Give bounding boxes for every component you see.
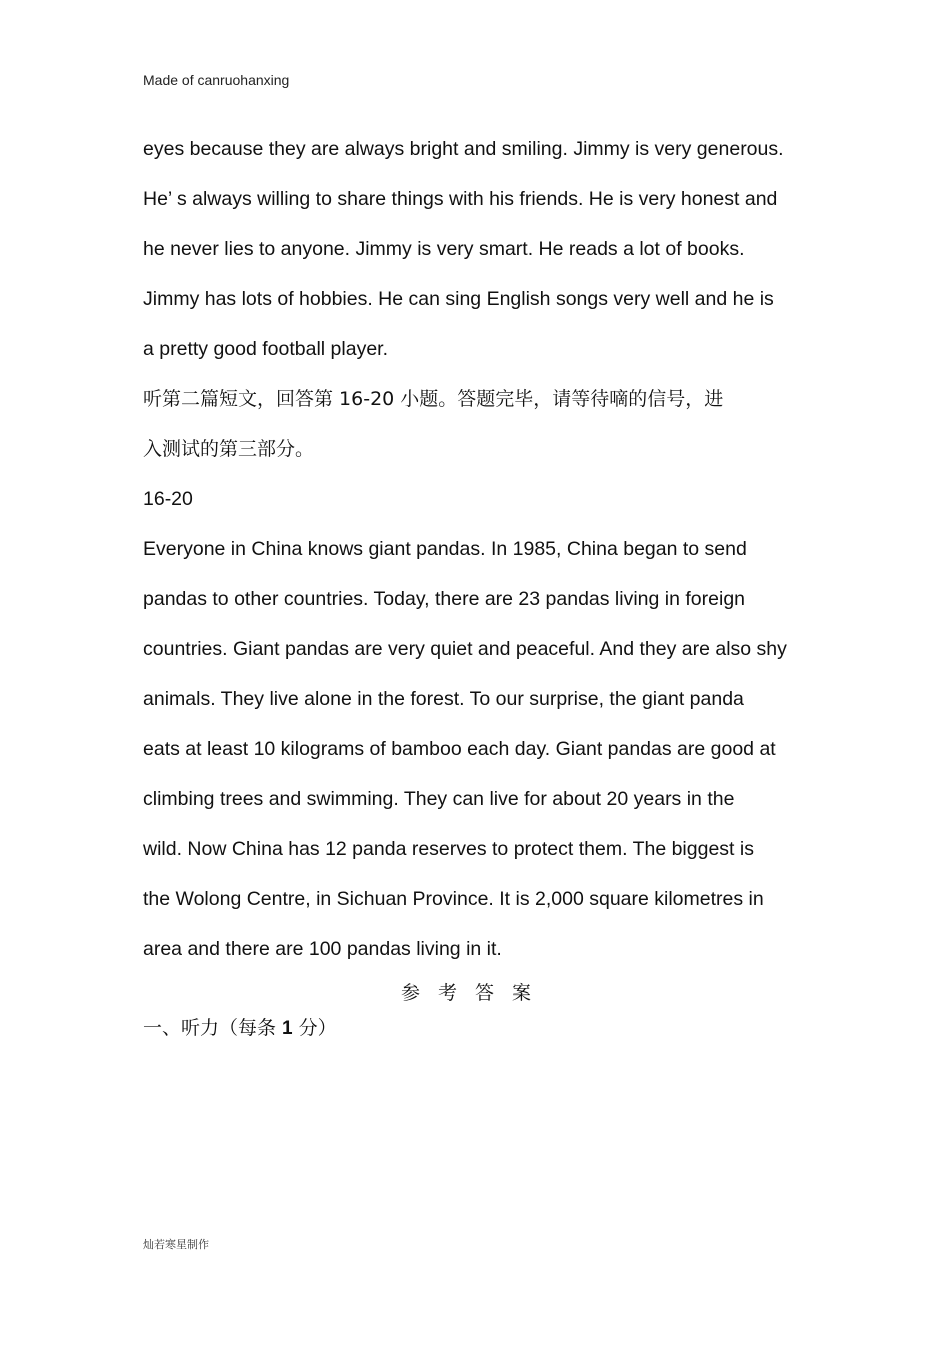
section-heading-prefix: 一、听力（每条 [143, 1017, 283, 1039]
page-footer: 灿若寒星制作 [143, 1238, 209, 1251]
instruction-line: 入测试的第三部分。 [143, 438, 315, 460]
passage2-line: wild. Now China has 12 panda reserves to protect them. The biggest is [143, 838, 754, 860]
passage2-line: pandas to other countries. Today, there are 23 pandas living in foreign [143, 588, 746, 610]
passage1-line: a pretty good football player. [143, 338, 388, 360]
passage2-line: Everyone in China knows giant pandas. In 1985, China began to send [143, 538, 747, 560]
passage1-line: Jimmy has lots of hobbies. He can sing English songs very well and he is [143, 288, 774, 310]
passage2-line: the Wolong Centre, in Sichuan Province. It is 2,000 square kilometres in [143, 888, 764, 910]
passage1-line: eyes because they are always bright and smiling. Jimmy is very generous. [143, 138, 784, 160]
passage2-line: countries. Giant pandas are very quiet and peaceful. And they are also shy [143, 638, 787, 660]
answer-key-title: 参考答案 [400, 982, 549, 1004]
section-label: 16-20 [143, 488, 193, 510]
passage1-line: He’ s always willing to share things with his friends. He is very honest and [143, 188, 778, 210]
section-heading-points: 1 [282, 1018, 293, 1039]
section-heading-suffix: 分） [292, 1017, 337, 1039]
passage2-line: eats at least 10 kilograms of bamboo each day. Giant pandas are good at [143, 738, 776, 760]
answer-section-heading [143, 1003, 337, 1054]
instruction-line: 听第二篇短文，回答第 16-20 小题。答题完毕，请等待嘀的信号，进 [143, 388, 724, 410]
passage2-line: climbing trees and swimming. They can live for about 20 years in the [143, 788, 735, 810]
page-header: Made of canruohanxing [143, 72, 290, 88]
passage1-line: he never lies to anyone. Jimmy is very smart. He reads a lot of books. [143, 238, 745, 260]
passage2-line: animals. They live alone in the forest. To our surprise, the giant panda [143, 688, 744, 710]
document-body [143, 124, 843, 974]
passage2-line: area and there are 100 pandas living in it. [143, 938, 502, 960]
